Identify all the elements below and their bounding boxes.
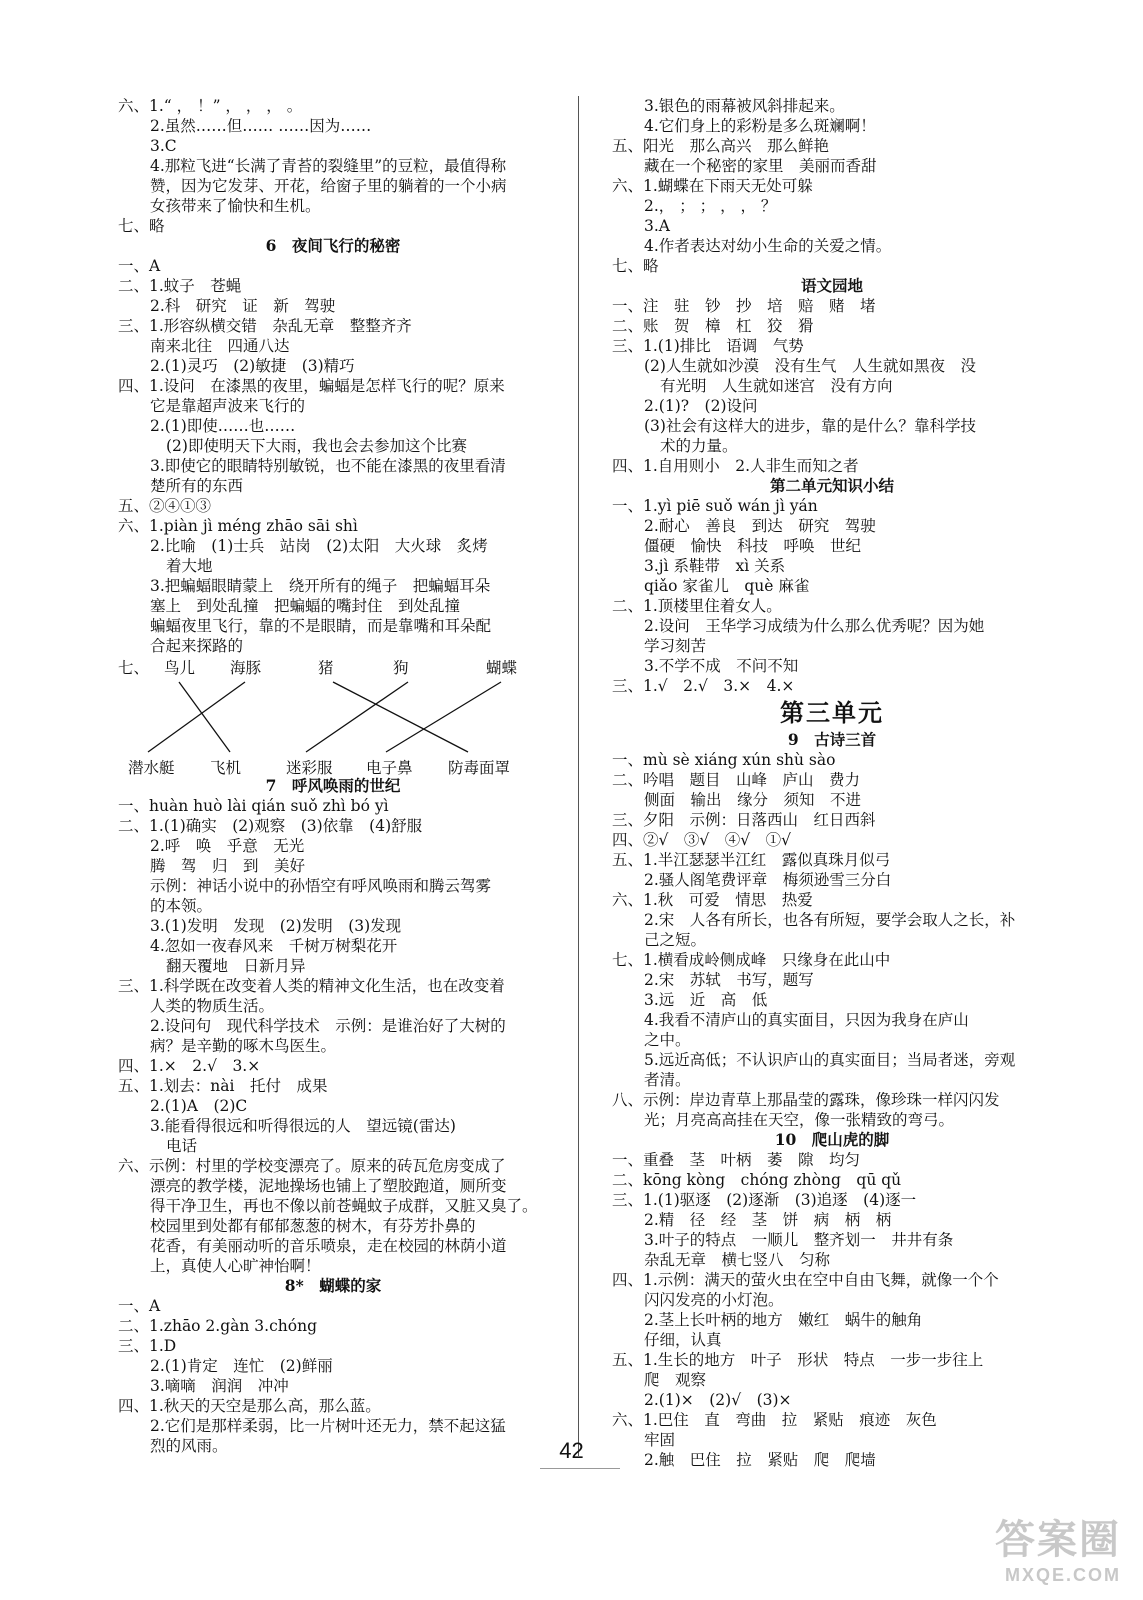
answer-line: (3)社会有这样大的进步，靠的是什么？靠科学技	[644, 417, 976, 435]
answer-line: 人类的物质生活。	[150, 997, 275, 1015]
answer-line: 2.比喻 (1)士兵 站岗 (2)太阳 大火球 炙烤	[150, 537, 488, 555]
answer-line: 2.虽然……但…… ……因为……	[150, 117, 372, 135]
answer-line: 四、1.设问 在漆黑的夜里，蝙蝠是怎样飞行的呢？原来	[118, 377, 505, 395]
answer-line: 3.即使它的眼睛特别敏锐，也不能在漆黑的夜里看清	[150, 457, 506, 475]
answer-line: 三、1.科学既在改变着人类的精神文化生活，也在改变着	[118, 977, 505, 995]
answer-line: 校园里到处都有郁郁葱葱的树木，有芬芳扑鼻的	[150, 1217, 476, 1235]
matching-lines	[118, 656, 548, 776]
answer-line: 一、mù sè xiáng xún shù sào	[612, 751, 836, 769]
answer-line: 示例：神话小说中的孙悟空有呼风唤雨和腾云驾雾	[150, 877, 492, 895]
matching-line	[386, 682, 501, 752]
answer-line: 翻天覆地 日新月异	[166, 957, 306, 975]
left-column	[118, 96, 548, 1456]
answer-line: 七、1.横看成岭侧成峰 只缘身在此山中	[612, 951, 891, 969]
answer-line: 2.科 研究 证 新 驾驶	[150, 297, 336, 315]
answer-line: 2.骚人阁笔费评章 梅须逊雪三分白	[644, 871, 892, 889]
answer-line: 花香，有美丽动听的音乐喷泉，走在校园的林荫小道	[150, 1237, 507, 1255]
answer-line: 楚所有的东西	[150, 477, 244, 495]
answer-line: 2.触 巴住 拉 紧贴 爬 爬墙	[644, 1451, 876, 1469]
answer-line: 四、1.自用则小 2.人非生而知之者	[612, 457, 859, 475]
answer-line: 四、1.秋天的天空是那么高，那么蓝。	[118, 1397, 381, 1415]
answer-line: 一、huàn huò lài qián suǒ zhì bó yì	[118, 797, 389, 815]
answer-line: 二、账 贺 樟 杠 狡 猾	[612, 317, 814, 335]
answer-line: 合起来探路的	[150, 637, 244, 655]
watermark	[995, 1508, 1121, 1586]
answer-line: 四、②√ ③√ ④√ ①√	[612, 831, 792, 849]
answer-line: 4.我看不清庐山的真实面目，只因为我身在庐山	[644, 1011, 969, 1029]
answer-line: 六、1.巴住 直 弯曲 拉 紧贴 痕迹 灰色	[612, 1411, 937, 1429]
watermark-url: MXQE.COM	[1004, 1565, 1121, 1585]
answer-line: 4.那粒飞进“长满了青苔的裂缝里”的豆粒，最值得称	[150, 157, 507, 175]
answer-line: 2.精 径 经 茎 饼 病 柄 柄	[644, 1211, 892, 1229]
matching-line	[148, 682, 245, 752]
answer-line: 3.(1)发明 发现 (2)发明 (3)发现	[150, 917, 402, 935]
answer-line: qiǎo 家雀儿 què 麻雀	[644, 577, 810, 595]
answer-line: 术的力量。	[660, 437, 738, 455]
answer-line: 2.设问 王华学习成绩为什么那么优秀呢？因为她	[644, 617, 985, 635]
answer-line: 三、1.D	[118, 1337, 177, 1355]
answer-line: 2.设问句 现代科学技术 示例：是谁治好了大树的	[150, 1017, 506, 1035]
answer-line: 病？是辛勤的啄木鸟医生。	[150, 1037, 337, 1055]
answer-line: 5.远近高低；不认识庐山的真实面目；当局者迷，旁观	[644, 1051, 1016, 1069]
answer-line: 得干净卫生，再也不像以前苍蝇蚊子成群，又脏又臭了。	[150, 1197, 538, 1215]
answer-line: 2.呼 唤 乎意 无光	[150, 837, 305, 855]
answer-line: 有光明 人生就如迷宫 没有方向	[660, 377, 893, 395]
answer-line: 二、吟唱 题目 山峰 庐山 费力	[612, 771, 861, 789]
answer-line: 3.银色的雨幕被风斜排起来。	[644, 97, 845, 115]
answer-line: 学习刻苦	[644, 637, 707, 655]
answer-line: 一、A	[118, 1297, 161, 1315]
lesson-heading: 9 古诗三首	[787, 730, 877, 749]
answer-line: 七、略	[118, 217, 165, 235]
answer-line: 己之短。	[644, 931, 707, 949]
answer-line: 五、1.半江瑟瑟半江红 露似真珠月似弓	[612, 851, 891, 869]
answer-line: 者清。	[644, 1071, 691, 1089]
matching-line	[333, 682, 468, 752]
answer-line: 它是靠超声波来飞行的	[150, 397, 306, 415]
answer-line: 4.忽如一夜春风来 千树万树梨花开	[150, 937, 398, 955]
matching-line	[179, 682, 230, 752]
answer-line: 2.耐心 善良 到达 研究 驾驶	[644, 517, 876, 535]
answer-line: 2.(1)灵巧 (2)敏捷 (3)精巧	[150, 357, 355, 375]
matching-exercise	[118, 656, 548, 776]
answer-line: 五、1.生长的地方 叶子 形状 特点 一步一步往上	[612, 1351, 984, 1369]
answer-line: 二、1.zhāo 2.gàn 3.chóng	[118, 1317, 317, 1335]
answer-line: 之中。	[644, 1031, 691, 1049]
answer-line: 四、1.× 2.√ 3.×	[118, 1057, 261, 1075]
answer-line: 二、1.(1)确实 (2)观察 (3)依靠 (4)舒服	[118, 817, 423, 835]
answer-line: 侧面 输出 缘分 须知 不进	[644, 791, 862, 809]
matching-bottom-item: 防毒面罩	[448, 759, 511, 777]
answer-line: 漂亮的教学楼，泥地操场也铺上了塑胶跑道，厕所变	[150, 1177, 507, 1195]
answer-line: 3.C	[150, 137, 177, 155]
answer-line: 三、1.形容纵横交错 杂乱无章 整整齐齐	[118, 317, 412, 335]
answer-line: 三、1.√ 2.√ 3.× 4.×	[612, 677, 795, 695]
answer-line: 4.它们身上的彩粉是多么斑斓啊！	[644, 117, 876, 135]
matching-top-item: 蝴蝶	[486, 659, 518, 677]
answer-line: 五、阳光 那么高兴 那么鲜艳	[612, 137, 830, 155]
answer-line: 4.作者表达对幼小生命的关爱之情。	[644, 237, 892, 255]
page-number-rule	[540, 1468, 620, 1469]
matching-top-item: 海豚	[230, 659, 262, 677]
unit-heading: 第三单元	[780, 698, 884, 727]
answer-line: 女孩带来了愉快和生机。	[150, 197, 321, 215]
lesson-heading: 6 夜间飞行的秘密	[265, 236, 401, 255]
answer-line: 二、1.蚊子 苍蝇	[118, 277, 242, 295]
answer-line: 一、A	[118, 257, 161, 275]
answer-line: 3.嘀嘀 润润 冲冲	[150, 1377, 289, 1395]
answer-line: 三、1.(1)排比 语调 气势	[612, 337, 804, 355]
answer-line: 一、重叠 茎 叶柄 萎 隙 均匀	[612, 1151, 861, 1169]
answer-line: 僵硬 愉快 科技 呼唤 世纪	[644, 537, 862, 555]
answer-line: 2.宋 人各有所长，也各有所短，要学会取人之长，补	[644, 911, 1016, 929]
answer-line: 2.(1)肯定 连忙 (2)鲜丽	[150, 1357, 333, 1375]
answer-line: 光；月亮高高挂在天空，像一张精致的弯弓。	[644, 1111, 955, 1129]
answer-line: 杂乱无章 横七竖八 匀称	[644, 1251, 831, 1269]
matching-top-item: 鸟儿	[164, 659, 196, 677]
answer-line: 2.茎上长叶柄的地方 嫩红 蜗牛的触角	[644, 1311, 923, 1329]
answer-line: 2.(1)× (2)√ (3)×	[644, 1391, 792, 1409]
answer-line: 六、1.piàn jì méng zhāo sāi shì	[118, 517, 358, 535]
answer-line: 的本领。	[150, 897, 213, 915]
answer-line: 3.jì 系鞋带 xì 关系	[644, 557, 786, 575]
answer-line: 南来北往 四通八达	[150, 337, 290, 355]
answer-line: 牢固	[644, 1431, 676, 1449]
answer-line: 藏在一个秘密的家里 美丽而香甜	[644, 157, 877, 175]
lesson-heading: 7 呼风唤雨的世纪	[265, 776, 401, 795]
lesson-heading: 第二单元知识小结	[769, 476, 894, 495]
answer-line: 2.(1)A (2)C	[150, 1097, 248, 1115]
column-divider	[578, 96, 579, 1456]
answer-line: 3.远 近 高 低	[644, 991, 768, 1009]
answer-line: 着大地	[166, 557, 213, 575]
answer-line: 赞，因为它发芽、开花，给窗子里的躺着的一个小病	[150, 177, 507, 195]
answer-line: 一、1.yì piē suǒ wán jì yán	[612, 497, 818, 515]
lesson-heading: 语文园地	[800, 276, 863, 295]
answer-line: 爬 观察	[644, 1371, 707, 1389]
answer-line: 仔细，认真	[644, 1331, 722, 1349]
answer-line: 电话	[166, 1137, 198, 1155]
answer-line: (2)即使明天下大雨，我也会去参加这个比赛	[166, 437, 467, 455]
answer-line: 3.能看得很远和听得很远的人 望远镜(雷达)	[150, 1117, 456, 1135]
answer-line: 二、1.顶楼里住着女人。	[612, 597, 782, 615]
answer-line: 3.把蝙蝠眼睛蒙上 绕开所有的绳子 把蝙蝠耳朵	[150, 577, 491, 595]
matching-bottom-item: 飞机	[210, 759, 242, 777]
answer-line: 3.A	[644, 217, 670, 235]
answer-line: 七、略	[612, 257, 659, 275]
page-number: 42	[559, 1438, 584, 1463]
answer-line: 五、1.划去：nài 托付 成果	[118, 1077, 328, 1095]
matching-top-item: 猪	[318, 659, 334, 677]
matching-top-item: 狗	[393, 659, 409, 677]
answer-line: 2.， ； ； ， ， ？	[644, 197, 777, 215]
answer-line: 腾 驾 归 到 美好	[150, 857, 306, 875]
answer-line: 上，真使人心旷神怡啊！	[150, 1257, 321, 1275]
matching-bottom-item: 潜水艇	[128, 759, 175, 777]
answer-line: 2.(1)即使……也……	[150, 417, 296, 435]
answer-line: 3.叶子的特点 一顺儿 整齐划一 井井有条	[644, 1231, 954, 1249]
answer-line: 四、1.示例：满天的萤火虫在空中自由飞舞，就像一个个	[612, 1271, 999, 1289]
answer-line: 六、1.“ ， ！” ， ， ， 。	[118, 97, 303, 115]
answer-line: (2)人生就如沙漠 没有生气 人生就如黑夜 没	[644, 357, 976, 375]
answer-line: 2.它们是那样柔弱，比一片树叶还无力，禁不起这猛	[150, 1417, 506, 1435]
matching-label: 七、	[118, 659, 150, 677]
answer-line: 六、示例：村里的学校变漂亮了。原来的砖瓦危房变成了	[118, 1157, 506, 1175]
answer-line: 2.宋 苏轼 书写，题写	[644, 971, 814, 989]
answer-line: 闪闪发亮的小灯泡。	[644, 1291, 784, 1309]
answer-line: 八、示例：岸边青草上那晶莹的露珠，像珍珠一样闪闪发	[612, 1091, 1000, 1109]
answer-line: 五、②④①③	[118, 497, 212, 515]
answer-line: 六、1.秋 可爱 情思 热爱	[612, 891, 813, 909]
answer-line: 二、kōng kòng chóng zhòng qū qǔ	[612, 1171, 902, 1189]
answer-line: 烈的风雨。	[150, 1437, 228, 1455]
matching-line	[306, 682, 408, 752]
lesson-heading: 10 爬山虎的脚	[774, 1130, 890, 1149]
matching-bottom-item: 电子鼻	[366, 759, 413, 777]
answer-line: 3.不学不成 不问不知	[644, 657, 799, 675]
answer-line: 2.(1)? (2)设问	[644, 397, 758, 415]
watermark-logo: 答案圈	[995, 1518, 1121, 1562]
lesson-heading: 8* 蝴蝶的家	[284, 1276, 382, 1295]
answer-line: 三、夕阳 示例：日落西山 红日西斜	[612, 811, 876, 829]
right-column	[612, 96, 1052, 1470]
matching-bottom-item: 迷彩服	[286, 759, 333, 777]
answer-line: 一、注 驻 钞 抄 培 赔 赌 堵	[612, 297, 876, 315]
answer-line: 蝙蝠夜里飞行，靠的不是眼睛，而是靠嘴和耳朵配	[150, 617, 492, 635]
answer-line: 塞上 到处乱撞 把蝙蝠的嘴封住 到处乱撞	[150, 597, 461, 615]
answer-line: 三、1.(1)驱逐 (2)逐渐 (3)追逐 (4)逐一	[612, 1191, 917, 1209]
answer-line: 六、1.蝴蝶在下雨天无处可躲	[612, 177, 813, 195]
